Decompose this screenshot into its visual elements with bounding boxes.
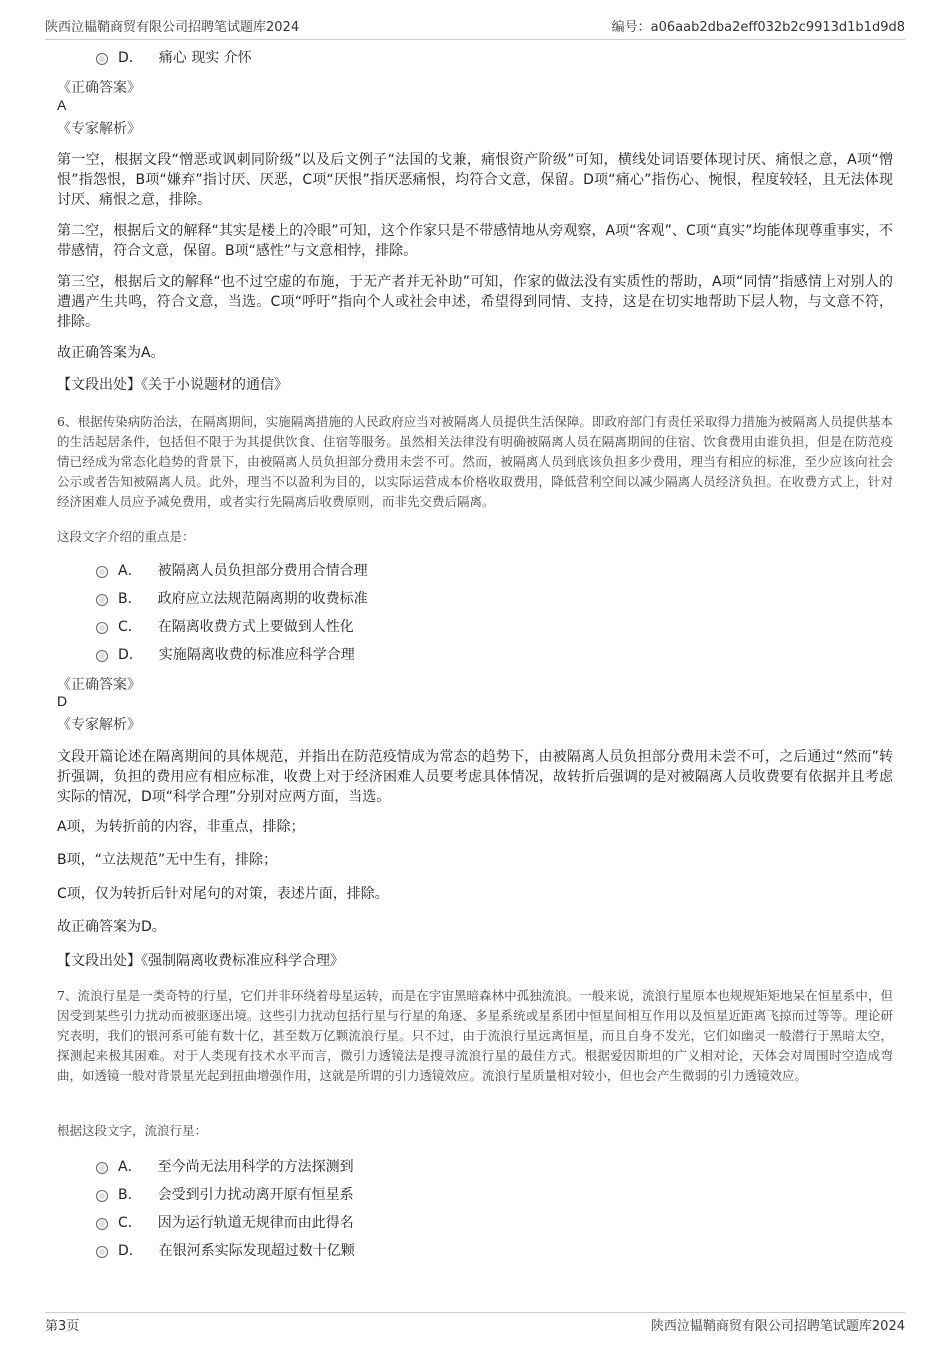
header-title: 陕西泣韫鞘商贸有限公司招聘笔试题库2024 bbox=[45, 20, 300, 35]
q5-source: 【文段出处】《关于小说题材的通信》 bbox=[57, 377, 288, 393]
q5-analysis-conclusion: 故正确答案为A。 bbox=[57, 345, 165, 361]
radio-icon[interactable] bbox=[96, 1190, 108, 1202]
document-id: 编号：a06aab2dba2eff032b2c9913d1b1d9d8 bbox=[611, 20, 905, 35]
q6-answer: D bbox=[57, 693, 68, 709]
q5-analysis-p3: 第三空，根据后文的解释“也不过空虚的布施，于无产者并无补助”可知，作家的做法没有实质性的帮助，A项“同情”指感情上对别人的遭遇产生共鸣，符合文意，当选。C项“呼吁”指向个人或社会申述，希望得到同情、支持，这是在切实地帮助下层人物，与文意不符，排除。 bbox=[57, 274, 893, 330]
q7-option-b[interactable]: B． 会受到引力扰动离开原有恒星系 bbox=[96, 1184, 354, 1204]
page-header bbox=[45, 16, 905, 40]
q5-option-d[interactable]: D． 痛心 现实 介怀 bbox=[96, 47, 252, 67]
q6-analysis-p3: B项，“立法规范”无中生有，排除； bbox=[57, 852, 278, 868]
radio-icon[interactable] bbox=[96, 566, 108, 578]
q6-option-b[interactable]: B． 政府应立法规范隔离期的收费标准 bbox=[96, 588, 368, 608]
radio-icon[interactable] bbox=[96, 622, 108, 634]
q7-option-d[interactable]: D． 在银河系实际发现超过数十亿颗 bbox=[96, 1240, 355, 1260]
q5-analysis-label: 《专家解析》 bbox=[57, 121, 141, 137]
q6-option-c[interactable]: C． 在隔离收费方式上要做到人性化 bbox=[96, 616, 354, 636]
q7-option-a[interactable]: A． 至今尚无法用科学的方法探测到 bbox=[96, 1156, 354, 1176]
q6-analysis-p1: 文段开篇论述在隔离期间的具体规范，并指出在防范疫情成为常态的趋势下，由被隔离人员负担部分费用未尝不可，之后通过“然而”转折强调，负担的费用应有相应标准，收费上对于经济困难人员要考虑具体情况，故转折后强调的是对被隔离人员收费要有依据并且考虑实际的情况，D项“科学合理”分别对应两方面，当选。 bbox=[57, 749, 893, 805]
q6-analysis-label: 《专家解析》 bbox=[57, 717, 141, 733]
radio-icon[interactable] bbox=[96, 594, 108, 606]
page-number: 第3页 bbox=[45, 1319, 80, 1334]
q5-answer-label: 《正确答案》 bbox=[57, 80, 141, 96]
q6-prompt: 这段文字介绍的重点是： bbox=[57, 529, 195, 544]
q6-source: 【文段出处】《强制隔离收费标准应科学合理》 bbox=[57, 953, 344, 969]
footer-title: 陕西泣韫鞘商贸有限公司招聘笔试题库2024 bbox=[650, 1319, 905, 1334]
radio-icon[interactable] bbox=[96, 1162, 108, 1174]
q6-analysis-conclusion: 故正确答案为D。 bbox=[57, 919, 166, 935]
q5-analysis-p2: 第二空，根据后文的解释“其实是楼上的冷眼”可知，这个作家只是不带感情地从旁观察，A项“客观”、C项“真实”均能体现尊重事实，不带感情，符合文意，保留。B项“感性”与文意相悖，排除。 bbox=[57, 223, 893, 259]
q6-stem: 6、根据传染病防治法，在隔离期间，实施隔离措施的人民政府应当对被隔离人员提供生活保障。即政府部门有责任采取得力措施为被隔离人员提供基本的生活起居条件，包括但不限于为其提供饮食、住宿等服务。虽然相关法律没有明确被隔离人员在隔离期间的住宿、饮食费用由谁负担，但是在防范疫情已经成为常态化趋势的背景下，由被隔离人员负担部分费用未尝不可。然而，被隔离人员到底该负担多少费用，理当有相应的标准，至少应该向社会公示或者告知被隔离人员。此外，理当不以盈利为目的，以实际运营成本价格收取费用，降低营利空间以减少隔离人员经济负担。在收费方式上，针对经济困难人员应予减免费用，或者实行先隔离后收费原则，而非先交费后隔离。 bbox=[57, 414, 893, 509]
q6-option-d[interactable]: D． 实施隔离收费的标准应科学合理 bbox=[96, 644, 355, 664]
q6-analysis-p2: A项，为转折前的内容，非重点，排除； bbox=[57, 819, 305, 835]
q6-answer-label: 《正确答案》 bbox=[57, 677, 141, 693]
q5-answer: A bbox=[57, 97, 67, 113]
radio-icon[interactable] bbox=[96, 53, 108, 65]
q7-option-c[interactable]: C． 因为运行轨道无规律而由此得名 bbox=[96, 1212, 354, 1232]
q7-stem: 7、流浪行星是一类奇特的行星，它们并非环绕着母星运转，而是在宇宙黑暗森林中孤独流浪。一般来说，流浪行星原本也规规矩矩地呆在恒星系中，但因受到某些引力扰动而被驱逐出境。这些引力扰动包括行星与行星的角逐、多星系统或星系团中恒星间相互作用以及恒星近距离飞掠而过等等。理论研究表明，我们的银河系可能有数十亿，甚至数万亿颗流浪行星。只不过，由于流浪行星远离恒星，而且自身不发光，它们如幽灵一般潜行于黑暗太空，探测起来极其困难。对于人类现有技术水平而言，微引力透镜法是搜寻流浪行星的最佳方式。根据爱因斯坦的广义相对论，天体会对周围时空造成弯曲，如透镜一般对背景星光起到扭曲增强作用，这就是所谓的引力透镜效应。流浪行星质量相对较小，但也会产生微弱的引力透镜效应。 bbox=[57, 988, 893, 1083]
page-footer bbox=[45, 1312, 905, 1334]
radio-icon[interactable] bbox=[96, 650, 108, 662]
q5-analysis-p1: 第一空，根据文段“憎恶或讽刺同阶级”以及后文例子“法国的戈兼，痛恨资产阶级”可知，横线处词语要体现讨厌、痛恨之意，A项“憎恨”指怨恨，B项“嫌弃”指讨厌、厌恶，C项“厌恨”指厌恶痛恨，均符合文意，保留。D项“痛心”指伤心、惋恨，程度较轻，且无法体现讨厌、痛恨之意，排除。 bbox=[57, 152, 893, 208]
q6-analysis-p4: C项，仅为转折后针对尾句的对策，表述片面，排除。 bbox=[57, 886, 389, 902]
q7-prompt: 根据这段文字，流浪行星： bbox=[57, 1123, 208, 1138]
radio-icon[interactable] bbox=[96, 1218, 108, 1230]
q6-option-a[interactable]: A． 被隔离人员负担部分费用合情合理 bbox=[96, 560, 368, 580]
radio-icon[interactable] bbox=[96, 1246, 108, 1258]
